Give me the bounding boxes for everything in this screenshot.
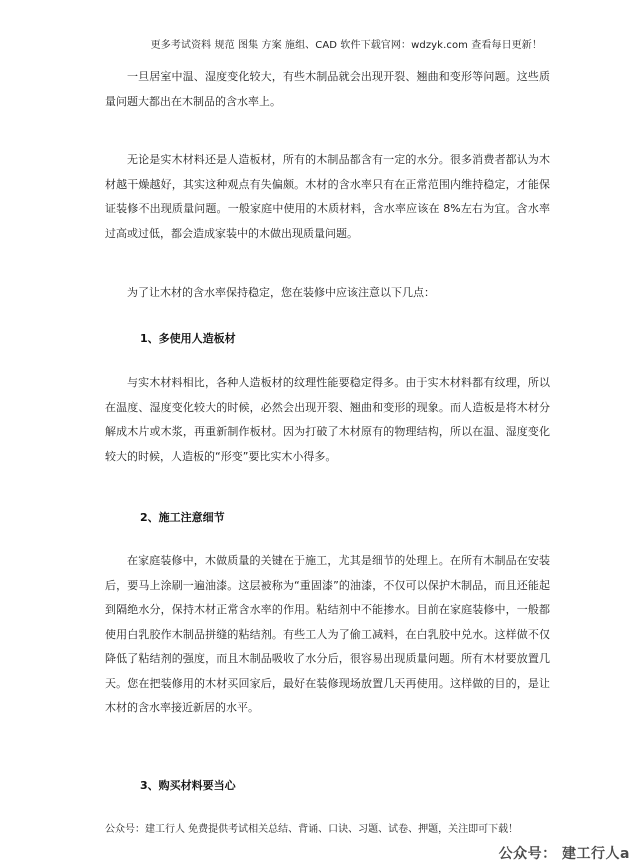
section-1-heading bbox=[140, 327, 585, 352]
intro-paragraph-2 bbox=[105, 148, 550, 246]
section-2-heading bbox=[140, 506, 585, 531]
section-1-body bbox=[105, 371, 550, 469]
section-heading: 3、购买材料要当心 bbox=[140, 779, 236, 792]
intro-paragraph-1 bbox=[105, 65, 550, 114]
section-2-body bbox=[105, 549, 550, 721]
paragraph: 一旦居室中温、湿度变化较大，有些木制品就会出现开裂、翘曲和变形等问题。这些质量问题大都出在木制品的含水率上。 bbox=[105, 70, 550, 108]
intro-paragraph-3 bbox=[105, 281, 550, 306]
section-heading: 2、施工注意细节 bbox=[140, 511, 225, 524]
section-3-heading bbox=[140, 774, 585, 799]
paragraph: 在家庭装修中，木做质量的关键在于施工，尤其是细节的处理上。在所有木制品在安装后，要马上涂刷一遍油漆。这层被称为“重固漆”的油漆，不仅可以保护木制品，而且还能起到隔绝水分，保持木材正常含水率的作用。粘结剂中不能掺水。目前在家庭装修中，一般都使用白乳胶作木制品拼缝的粘结剂。有些工人为了偷工减料，在白乳胶中兑水。这样做不仅降低了粘结剂的强度，而且木制品吸收了水分后，很容易出现质量问题。所有木材要放置几天。您在把装修用的木材买回家后，最好在装修现场放置几天再使用。这样做的目的，是让木材的含水率接近新居的水平。 bbox=[105, 554, 550, 714]
paragraph: 与实木材料相比，各种人造板材的纹理性能要稳定得多。由于实木材料都有纹理，所以在温度、湿度变化较大的时候，必然会出现开裂、翘曲和变形的现象。而人造板是将木材分解成木片或木浆，再重新制作板材。因为打破了木材原有的物理结构，所以在温、湿度变化较大的时候，人造板的“形变”要比实木小得多。 bbox=[105, 376, 550, 463]
paragraph: 为了让木材的含水率保持稳定，您在装修中应该注意以下几点： bbox=[127, 286, 435, 299]
watermark: 公众号： 建工行人a bbox=[498, 846, 630, 862]
page-header: 更多考试资料 规范 图集 方案 施组、CAD 软件下载官网：wdzyk.com 查看每日更新！ bbox=[150, 40, 542, 51]
paragraph: 无论是实木材料还是人造板材，所有的木制品都含有一定的水分。很多消费者都认为木材越干燥越好，其实这种观点有失偏颇。木材的含水率只有在正常范围内维持稳定，才能保证装修不出现质量问题。一般家庭中使用的木质材料，含水率应该在 8%左右为宜。含水率过高或过低，都会造成家装中的木做出现质量问题。 bbox=[105, 153, 550, 240]
page-footer: 公众号：建工行人 免费提供考试相关总结、背诵、口诀、习题、试卷、押题，关注即可下载！ bbox=[105, 824, 519, 835]
section-heading: 1、多使用人造板材 bbox=[140, 332, 236, 345]
